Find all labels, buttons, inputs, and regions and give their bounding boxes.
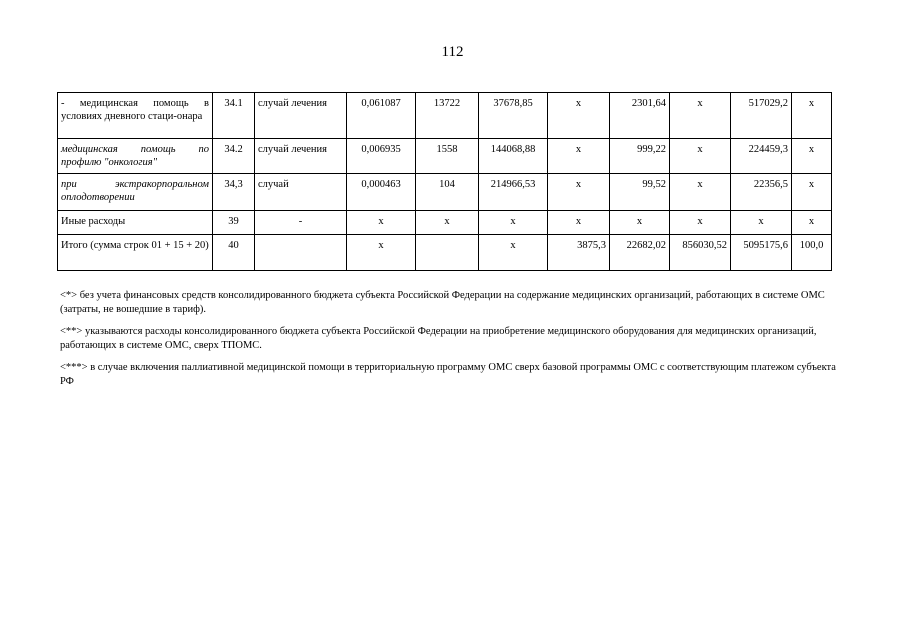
- table-cell: [416, 235, 479, 271]
- row-unit: случай: [255, 174, 347, 211]
- table-cell: x: [347, 211, 416, 235]
- table-cell: 37678,85: [479, 93, 548, 139]
- table-cell: 22682,02: [610, 235, 670, 271]
- table-cell: x: [792, 211, 832, 235]
- table-cell: x: [548, 211, 610, 235]
- table-row: [58, 211, 832, 235]
- table-cell: x: [731, 211, 792, 235]
- table-cell: x: [792, 93, 832, 139]
- table-cell: 0,000463: [347, 174, 416, 211]
- row-unit: случай лечения: [255, 93, 347, 139]
- table-cell: 2301,64: [610, 93, 670, 139]
- table-row: [58, 174, 832, 211]
- table-cell: 3875,3: [548, 235, 610, 271]
- row-unit: случай лечения: [255, 139, 347, 174]
- table-cell: x: [347, 235, 416, 271]
- table-cell: 517029,2: [731, 93, 792, 139]
- row-name: при экстракорпоральном оплодотворении: [58, 174, 213, 211]
- table-cell: 1558: [416, 139, 479, 174]
- table-cell: 5095175,6: [731, 235, 792, 271]
- row-code: 34,3: [213, 174, 255, 211]
- row-unit: [255, 235, 347, 271]
- table-cell: 224459,3: [731, 139, 792, 174]
- row-name: Иные расходы: [58, 211, 213, 235]
- table-cell: 999,22: [610, 139, 670, 174]
- table-cell: x: [548, 139, 610, 174]
- table-cell: 856030,52: [670, 235, 731, 271]
- table-cell: 214966,53: [479, 174, 548, 211]
- table-cell: x: [610, 211, 670, 235]
- table-cell: 13722: [416, 93, 479, 139]
- table-row: [58, 139, 832, 174]
- table-cell: x: [416, 211, 479, 235]
- table-cell: 0,061087: [347, 93, 416, 139]
- table-cell: x: [548, 93, 610, 139]
- table-cell: x: [548, 174, 610, 211]
- table-cell: x: [670, 93, 731, 139]
- row-name: Итого (сумма строк 01 + 15 + 20): [58, 235, 213, 271]
- table-cell: 100,0: [792, 235, 832, 271]
- row-code: 34.2: [213, 139, 255, 174]
- expenses-table: [57, 92, 832, 271]
- table-cell: x: [670, 139, 731, 174]
- row-unit: -: [255, 211, 347, 235]
- table-cell: x: [479, 235, 548, 271]
- table-cell: x: [792, 139, 832, 174]
- table-cell: x: [479, 211, 548, 235]
- table-cell: 0,006935: [347, 139, 416, 174]
- row-name: - медицинская помощь в условиях дневного стаци-онара: [58, 93, 213, 139]
- table-cell: x: [670, 174, 731, 211]
- row-code: 39: [213, 211, 255, 235]
- table-row: [58, 93, 832, 139]
- page-number: 112: [441, 44, 464, 60]
- row-name: медицинская помощь по профилю "онкология": [58, 139, 213, 174]
- table-cell: 22356,5: [731, 174, 792, 211]
- row-code: 40: [213, 235, 255, 271]
- footnote-1: <*> без учета финансовых средств консолидированного бюджета субъекта Российской Федерации на содержание медицинских организаций, работающих в системе ОМС (затраты, не вошедшие в тариф).: [60, 290, 825, 315]
- table-cell: 104: [416, 174, 479, 211]
- footnotes: [60, 289, 850, 397]
- table-cell: x: [670, 211, 731, 235]
- table-cell: x: [792, 174, 832, 211]
- footnote-3: <***> в случае включения паллиативной медицинской помощи в территориальную программу ОМС сверх базовой программы ОМС с соответствующим платежом субъекта РФ: [60, 362, 836, 387]
- row-code: 34.1: [213, 93, 255, 139]
- table-cell: 99,52: [610, 174, 670, 211]
- footnote-2: <**> указываются расходы консолидированного бюджета субъекта Российской Федерации на приобретение медицинского оборудования для медицинских организаций, работающих в системе ОМС, сверх ТПОМС.: [60, 326, 817, 351]
- table-cell: 144068,88: [479, 139, 548, 174]
- table-row: [58, 235, 832, 271]
